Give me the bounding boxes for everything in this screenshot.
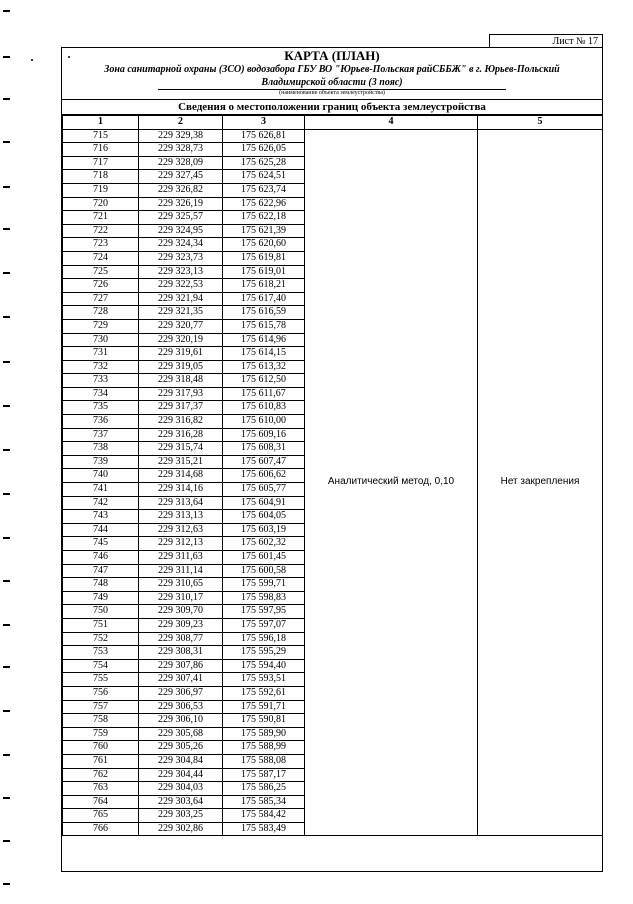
binding-mark: [3, 56, 10, 58]
y-coordinate-cell: 175 626,81: [223, 129, 305, 143]
x-coordinate-cell: 229 306,53: [139, 700, 223, 714]
y-coordinate-cell: 175 624,51: [223, 170, 305, 184]
binding-mark: [3, 493, 10, 495]
y-coordinate-cell: 175 590,81: [223, 714, 305, 728]
binding-mark: [3, 840, 10, 842]
y-coordinate-cell: 175 597,07: [223, 618, 305, 632]
point-number-cell: 740: [63, 469, 139, 483]
point-number-cell: 758: [63, 714, 139, 728]
point-number-cell: 727: [63, 292, 139, 306]
x-coordinate-cell: 229 326,19: [139, 197, 223, 211]
x-coordinate-cell: 229 303,25: [139, 809, 223, 823]
x-coordinate-cell: 229 316,82: [139, 415, 223, 429]
point-number-cell: 721: [63, 211, 139, 225]
y-coordinate-cell: 175 604,91: [223, 496, 305, 510]
point-number-cell: 717: [63, 156, 139, 170]
table-body: [63, 129, 603, 836]
x-coordinate-cell: 229 307,86: [139, 659, 223, 673]
point-number-cell: 742: [63, 496, 139, 510]
y-coordinate-cell: 175 606,62: [223, 469, 305, 483]
point-number-cell: 753: [63, 646, 139, 660]
point-number-cell: 754: [63, 659, 139, 673]
point-number-cell: 720: [63, 197, 139, 211]
y-coordinate-cell: 175 589,90: [223, 727, 305, 741]
point-number-cell: 722: [63, 224, 139, 238]
y-coordinate-cell: 175 595,29: [223, 646, 305, 660]
point-number-cell: 725: [63, 265, 139, 279]
binding-mark: [3, 98, 10, 100]
point-number-cell: 759: [63, 727, 139, 741]
y-coordinate-cell: 175 603,19: [223, 523, 305, 537]
speck: [68, 56, 70, 58]
x-coordinate-cell: 229 307,41: [139, 673, 223, 687]
point-number-cell: 751: [63, 618, 139, 632]
point-number-cell: 730: [63, 333, 139, 347]
column-header: 3: [223, 116, 305, 130]
y-coordinate-cell: 175 619,81: [223, 251, 305, 265]
point-number-cell: 716: [63, 143, 139, 157]
x-coordinate-cell: 229 321,35: [139, 306, 223, 320]
point-number-cell: 755: [63, 673, 139, 687]
point-number-cell: 766: [63, 822, 139, 836]
binding-mark: [3, 666, 10, 668]
y-coordinate-cell: 175 594,40: [223, 659, 305, 673]
y-coordinate-cell: 175 600,58: [223, 564, 305, 578]
y-coordinate-cell: 175 611,67: [223, 387, 305, 401]
y-coordinate-cell: 175 586,25: [223, 782, 305, 796]
binding-mark: [3, 228, 10, 230]
point-number-cell: 736: [63, 415, 139, 429]
binding-mark: [3, 405, 10, 407]
y-coordinate-cell: 175 609,16: [223, 428, 305, 442]
point-number-cell: 739: [63, 455, 139, 469]
point-number-cell: 718: [63, 170, 139, 184]
x-coordinate-cell: 229 305,26: [139, 741, 223, 755]
y-coordinate-cell: 175 584,42: [223, 809, 305, 823]
binding-mark: [3, 141, 10, 143]
y-coordinate-cell: 175 599,71: [223, 578, 305, 592]
y-coordinate-cell: 175 591,71: [223, 700, 305, 714]
x-coordinate-cell: 229 328,09: [139, 156, 223, 170]
point-number-cell: 750: [63, 605, 139, 619]
y-coordinate-cell: 175 604,05: [223, 510, 305, 524]
point-number-cell: 715: [63, 129, 139, 143]
column-header: 4: [305, 116, 478, 130]
y-coordinate-cell: 175 596,18: [223, 632, 305, 646]
y-coordinate-cell: 175 597,95: [223, 605, 305, 619]
y-coordinate-cell: 175 614,96: [223, 333, 305, 347]
x-coordinate-cell: 229 325,57: [139, 211, 223, 225]
x-coordinate-cell: 229 309,23: [139, 618, 223, 632]
x-coordinate-cell: 229 306,97: [139, 686, 223, 700]
x-coordinate-cell: 229 317,37: [139, 401, 223, 415]
x-coordinate-cell: 229 326,82: [139, 183, 223, 197]
point-number-cell: 738: [63, 442, 139, 456]
x-coordinate-cell: 229 309,70: [139, 605, 223, 619]
point-number-cell: 724: [63, 251, 139, 265]
x-coordinate-cell: 229 315,74: [139, 442, 223, 456]
point-number-cell: 761: [63, 754, 139, 768]
y-coordinate-cell: 175 615,78: [223, 319, 305, 333]
binding-mark: [3, 754, 10, 756]
y-coordinate-cell: 175 613,32: [223, 360, 305, 374]
x-coordinate-cell: 229 316,28: [139, 428, 223, 442]
y-coordinate-cell: 175 610,00: [223, 415, 305, 429]
y-coordinate-cell: 175 593,51: [223, 673, 305, 687]
x-coordinate-cell: 229 310,17: [139, 591, 223, 605]
x-coordinate-cell: 229 324,34: [139, 238, 223, 252]
x-coordinate-cell: 229 329,38: [139, 129, 223, 143]
y-coordinate-cell: 175 619,01: [223, 265, 305, 279]
table-row: [63, 129, 603, 143]
method-cell: Аналитический метод, 0,10: [305, 129, 478, 836]
x-coordinate-cell: 229 304,03: [139, 782, 223, 796]
speck: [31, 59, 33, 61]
column-header: 5: [478, 116, 603, 130]
x-coordinate-cell: 229 303,64: [139, 795, 223, 809]
x-coordinate-cell: 229 322,53: [139, 279, 223, 293]
x-coordinate-cell: 229 308,77: [139, 632, 223, 646]
binding-mark: [3, 449, 10, 451]
object-name-line-2: Владимирской области (3 пояс): [261, 77, 403, 88]
point-number-cell: 734: [63, 387, 139, 401]
y-coordinate-cell: 175 605,77: [223, 483, 305, 497]
x-coordinate-cell: 229 324,95: [139, 224, 223, 238]
y-coordinate-cell: 175 592,61: [223, 686, 305, 700]
object-name-line-1: Зона санитарной охраны (ЗСО) водозабора ГБУ ВО "Юрьев-Польская райСББЖ" в г. Юрьев-Польский: [104, 64, 560, 75]
point-number-cell: 756: [63, 686, 139, 700]
point-number-cell: 747: [63, 564, 139, 578]
binding-mark: [3, 186, 10, 188]
x-coordinate-cell: 229 319,05: [139, 360, 223, 374]
x-coordinate-cell: 229 315,21: [139, 455, 223, 469]
point-number-cell: 743: [63, 510, 139, 524]
x-coordinate-cell: 229 319,61: [139, 347, 223, 361]
point-number-cell: 749: [63, 591, 139, 605]
y-coordinate-cell: 175 626,05: [223, 143, 305, 157]
column-header: 1: [63, 116, 139, 130]
binding-mark: [3, 580, 10, 582]
y-coordinate-cell: 175 608,31: [223, 442, 305, 456]
point-number-cell: 719: [63, 183, 139, 197]
y-coordinate-cell: 175 620,60: [223, 238, 305, 252]
point-number-cell: 741: [63, 483, 139, 497]
point-number-cell: 763: [63, 782, 139, 796]
point-number-cell: 746: [63, 551, 139, 565]
y-coordinate-cell: 175 601,45: [223, 551, 305, 565]
point-number-cell: 760: [63, 741, 139, 755]
table-header-row: [63, 116, 603, 130]
point-number-cell: 748: [63, 578, 139, 592]
point-number-cell: 728: [63, 306, 139, 320]
binding-mark: [3, 537, 10, 539]
y-coordinate-cell: 175 625,28: [223, 156, 305, 170]
boundary-points-table: [62, 115, 603, 836]
x-coordinate-cell: 229 311,14: [139, 564, 223, 578]
binding-mark: [3, 10, 10, 12]
x-coordinate-cell: 229 328,73: [139, 143, 223, 157]
x-coordinate-cell: 229 313,64: [139, 496, 223, 510]
point-number-cell: 733: [63, 374, 139, 388]
document-header: [62, 48, 602, 89]
point-number-cell: 762: [63, 768, 139, 782]
x-coordinate-cell: 229 314,16: [139, 483, 223, 497]
y-coordinate-cell: 175 585,34: [223, 795, 305, 809]
x-coordinate-cell: 229 311,63: [139, 551, 223, 565]
column-header: 2: [139, 116, 223, 130]
point-number-cell: 729: [63, 319, 139, 333]
y-coordinate-cell: 175 621,39: [223, 224, 305, 238]
x-coordinate-cell: 229 323,13: [139, 265, 223, 279]
x-coordinate-cell: 229 318,48: [139, 374, 223, 388]
binding-mark: [3, 361, 10, 363]
x-coordinate-cell: 229 304,44: [139, 768, 223, 782]
y-coordinate-cell: 175 617,40: [223, 292, 305, 306]
y-coordinate-cell: 175 622,96: [223, 197, 305, 211]
y-coordinate-cell: 175 602,32: [223, 537, 305, 551]
x-coordinate-cell: 229 308,31: [139, 646, 223, 660]
x-coordinate-cell: 229 327,45: [139, 170, 223, 184]
object-caption: (наименование объекта землеустройства): [279, 90, 385, 96]
x-coordinate-cell: 229 306,10: [139, 714, 223, 728]
point-number-cell: 737: [63, 428, 139, 442]
document-frame: [61, 47, 603, 872]
x-coordinate-cell: 229 320,77: [139, 319, 223, 333]
binding-mark: [3, 710, 10, 712]
x-coordinate-cell: 229 302,86: [139, 822, 223, 836]
y-coordinate-cell: 175 588,08: [223, 754, 305, 768]
binding-mark: [3, 883, 10, 885]
x-coordinate-cell: 229 321,94: [139, 292, 223, 306]
point-number-cell: 745: [63, 537, 139, 551]
binding-mark: [3, 797, 10, 799]
binding-mark: [3, 316, 10, 318]
x-coordinate-cell: 229 305,68: [139, 727, 223, 741]
document-title: КАРТА (ПЛАН): [284, 48, 380, 63]
y-coordinate-cell: 175 614,15: [223, 347, 305, 361]
point-number-cell: 752: [63, 632, 139, 646]
binding-mark: [3, 624, 10, 626]
x-coordinate-cell: 229 314,68: [139, 469, 223, 483]
point-number-cell: 723: [63, 238, 139, 252]
y-coordinate-cell: 175 618,21: [223, 279, 305, 293]
y-coordinate-cell: 175 607,47: [223, 455, 305, 469]
point-number-cell: 744: [63, 523, 139, 537]
x-coordinate-cell: 229 310,65: [139, 578, 223, 592]
point-number-cell: 764: [63, 795, 139, 809]
binding-mark: [3, 272, 10, 274]
y-coordinate-cell: 175 612,50: [223, 374, 305, 388]
y-coordinate-cell: 175 587,17: [223, 768, 305, 782]
x-coordinate-cell: 229 312,63: [139, 523, 223, 537]
point-number-cell: 765: [63, 809, 139, 823]
y-coordinate-cell: 175 610,83: [223, 401, 305, 415]
fixation-cell: Нет закрепления: [478, 129, 603, 836]
x-coordinate-cell: 229 312,13: [139, 537, 223, 551]
point-number-cell: 732: [63, 360, 139, 374]
x-coordinate-cell: 229 304,84: [139, 754, 223, 768]
x-coordinate-cell: 229 313,13: [139, 510, 223, 524]
y-coordinate-cell: 175 588,99: [223, 741, 305, 755]
y-coordinate-cell: 175 598,83: [223, 591, 305, 605]
x-coordinate-cell: 229 317,93: [139, 387, 223, 401]
x-coordinate-cell: 229 320,19: [139, 333, 223, 347]
point-number-cell: 757: [63, 700, 139, 714]
section-heading: Сведения о местоположении границ объекта землеустройства: [62, 99, 602, 115]
point-number-cell: 731: [63, 347, 139, 361]
x-coordinate-cell: 229 323,73: [139, 251, 223, 265]
point-number-cell: 735: [63, 401, 139, 415]
sheet-number-box: Лист № 17: [489, 34, 603, 48]
y-coordinate-cell: 175 583,49: [223, 822, 305, 836]
point-number-cell: 726: [63, 279, 139, 293]
y-coordinate-cell: 175 623,74: [223, 183, 305, 197]
y-coordinate-cell: 175 622,18: [223, 211, 305, 225]
y-coordinate-cell: 175 616,59: [223, 306, 305, 320]
